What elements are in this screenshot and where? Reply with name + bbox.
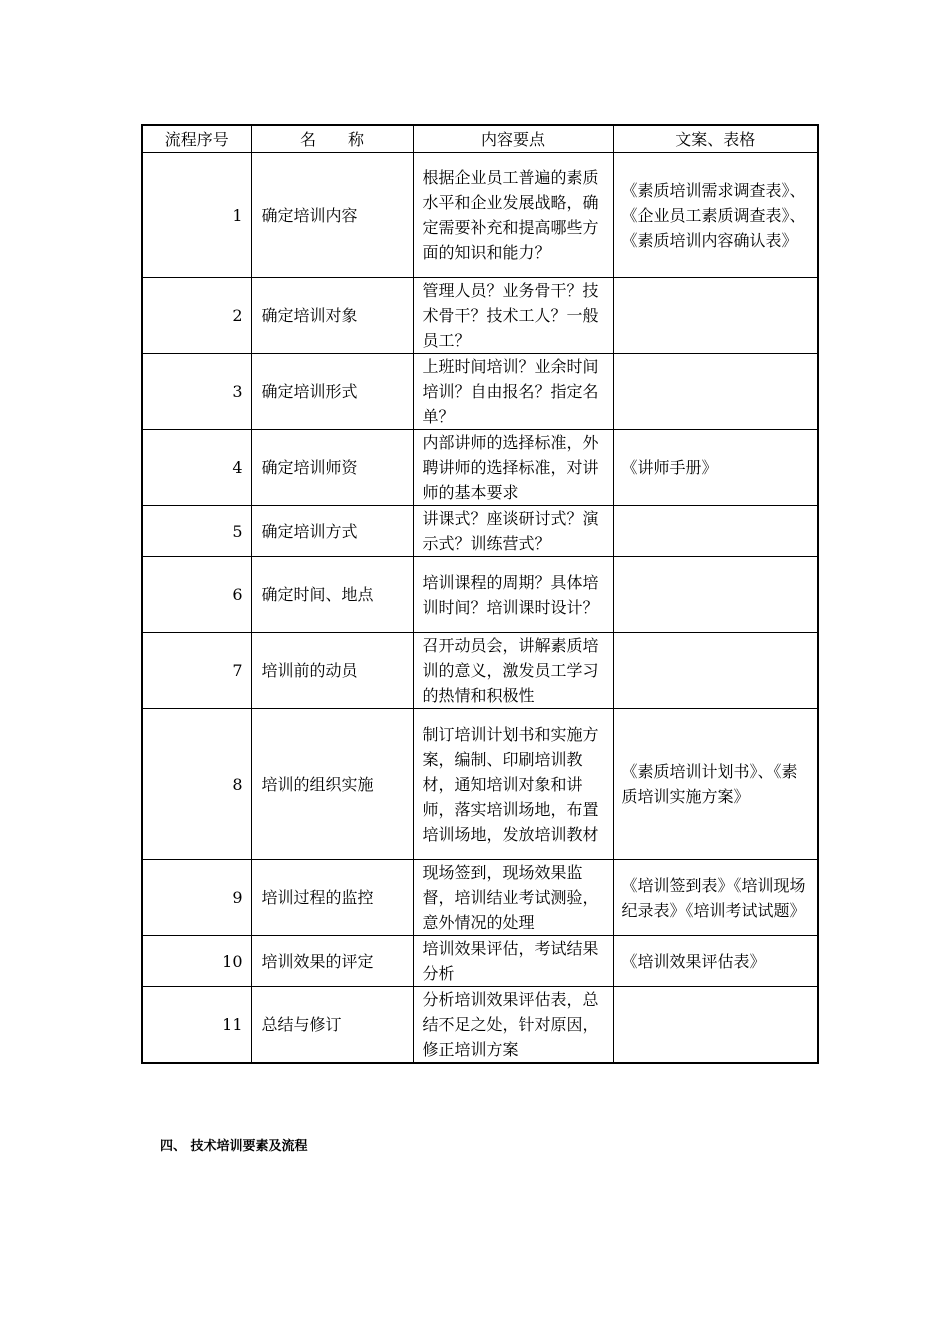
- row-seq: 9: [142, 860, 251, 936]
- table-row: [142, 987, 818, 1064]
- row-content: 讲课式？座谈研讨式？演示式？训练营式？: [413, 506, 613, 557]
- row-seq: 8: [142, 709, 251, 860]
- table-row: [142, 860, 818, 936]
- row-documents: [613, 278, 818, 354]
- row-content: 制订培训计划书和实施方案，编制、印刷培训教材，通知培训对象和讲师，落实培训场地，布置培训场地，发放培训教材: [413, 709, 613, 860]
- section-heading: 四、 技术培训要素及流程: [160, 1139, 308, 1154]
- row-name: 确定培训形式: [251, 354, 413, 430]
- row-name: 确定培训方式: [251, 506, 413, 557]
- header-documents: 文案、表格: [613, 125, 818, 153]
- row-name: 培训的组织实施: [251, 709, 413, 860]
- table-row: [142, 354, 818, 430]
- row-name: 培训效果的评定: [251, 936, 413, 987]
- row-documents: 《讲师手册》: [613, 430, 818, 506]
- row-documents: [613, 506, 818, 557]
- row-documents: [613, 557, 818, 633]
- header-name: 名 称: [251, 125, 413, 153]
- row-documents: 《培训效果评估表》: [613, 936, 818, 987]
- row-content: 召开动员会，讲解素质培训的意义，激发员工学习的热情和积极性: [413, 633, 613, 709]
- row-name: 确定培训对象: [251, 278, 413, 354]
- row-content: 分析培训效果评估表，总结不足之处，针对原因，修正培训方案: [413, 987, 613, 1064]
- row-documents: [613, 354, 818, 430]
- row-content: 培训课程的周期？具体培训时间？培训课时设计？: [413, 557, 613, 633]
- row-content: 内部讲师的选择标准，外聘讲师的选择标准，对讲师的基本要求: [413, 430, 613, 506]
- row-seq: 6: [142, 557, 251, 633]
- row-seq: 10: [142, 936, 251, 987]
- table-header-row: [142, 125, 818, 153]
- row-seq: 4: [142, 430, 251, 506]
- row-seq: 5: [142, 506, 251, 557]
- table-row: [142, 278, 818, 354]
- table-row: [142, 557, 818, 633]
- table-row: [142, 936, 818, 987]
- row-documents: [613, 633, 818, 709]
- table-row: [142, 633, 818, 709]
- row-name: 总结与修订: [251, 987, 413, 1064]
- row-name: 确定时间、地点: [251, 557, 413, 633]
- row-name: 确定培训师资: [251, 430, 413, 506]
- row-content: 现场签到，现场效果监督，培训结业考试测验，意外情况的处理: [413, 860, 613, 936]
- row-seq: 2: [142, 278, 251, 354]
- row-seq: 1: [142, 153, 251, 278]
- training-process-table: [141, 124, 819, 1064]
- table-row: [142, 709, 818, 860]
- row-content: 根据企业员工普遍的素质水平和企业发展战略，确定需要补充和提高哪些方面的知识和能力？: [413, 153, 613, 278]
- row-name: 确定培训内容: [251, 153, 413, 278]
- header-seq: 流程序号: [142, 125, 251, 153]
- table-row: [142, 153, 818, 278]
- row-seq: 3: [142, 354, 251, 430]
- row-name: 培训前的动员: [251, 633, 413, 709]
- row-documents: 《素质培训需求调查表》、《企业员工素质调查表》、《素质培训内容确认表》: [613, 153, 818, 278]
- row-content: 上班时间培训？业余时间培训？自由报名？指定名单？: [413, 354, 613, 430]
- table-row: [142, 506, 818, 557]
- row-documents: 《素质培训计划书》、《素质培训实施方案》: [613, 709, 818, 860]
- table-row: [142, 430, 818, 506]
- row-seq: 11: [142, 987, 251, 1064]
- row-name: 培训过程的监控: [251, 860, 413, 936]
- row-content: 管理人员？业务骨干？技术骨干？技术工人？一般员工？: [413, 278, 613, 354]
- row-documents: [613, 987, 818, 1064]
- header-content: 内容要点: [413, 125, 613, 153]
- row-seq: 7: [142, 633, 251, 709]
- row-content: 培训效果评估，考试结果分析: [413, 936, 613, 987]
- row-documents: 《培训签到表》《培训现场纪录表》《培训考试试题》: [613, 860, 818, 936]
